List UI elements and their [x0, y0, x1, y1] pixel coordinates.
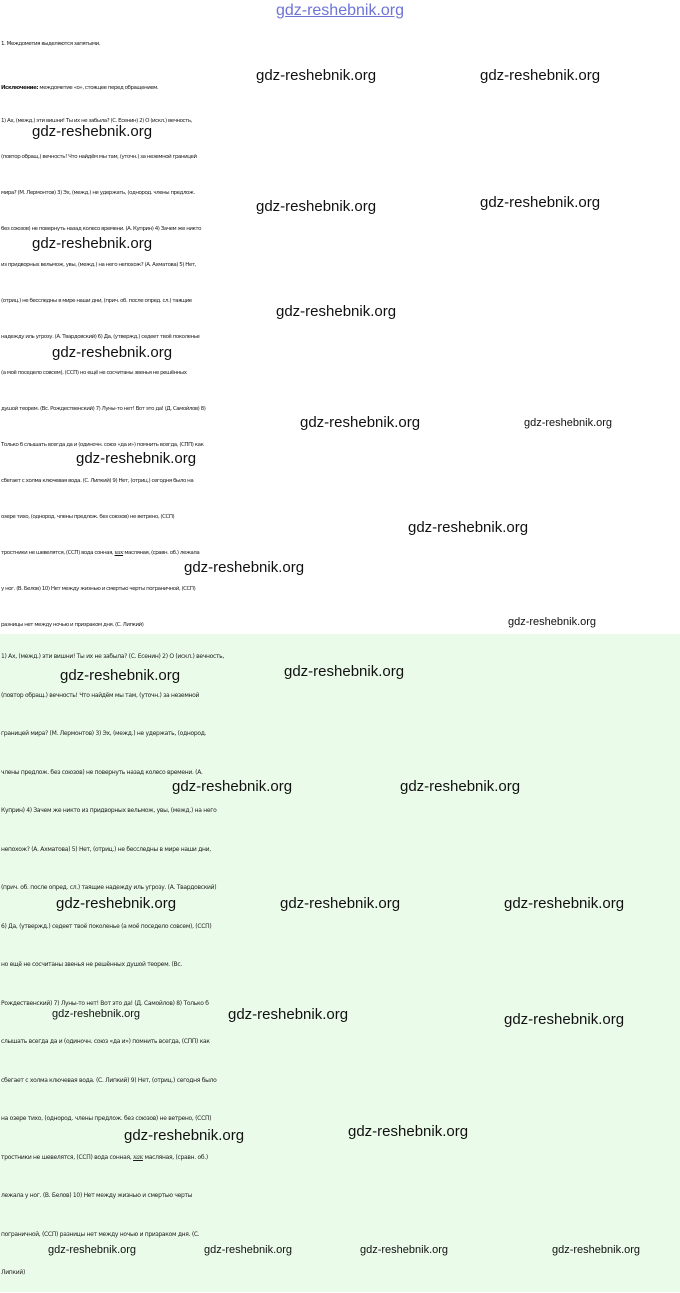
watermark-text: gdz-reshebnik.org [480, 194, 601, 211]
watermark-text: gdz-reshebnik.org [48, 1244, 137, 1256]
watermark-text: gdz-reshebnik.org [184, 559, 305, 576]
task-line: у ног. (В. Белов) 10) Нет между жизнью и смертью черты пограничной, (ССП) [1, 586, 196, 592]
answer-line: на озере тихо, (однород. члены предлож. без союзов) не ветрено, (ССП) [1, 1115, 212, 1122]
kak-line-before: тростники не шевелятся, (ССП) вода сонная, [1, 1153, 134, 1161]
site-header [0, 0, 680, 24]
watermark-text: gdz-reshebnik.org [52, 1008, 141, 1020]
watermark-text: gdz-reshebnik.org [504, 1011, 625, 1028]
watermark-text: gdz-reshebnik.org [172, 778, 293, 795]
task-line: 1) Ах, (межд.) эти вишни! Ты их не забыла? (С. Есенин) 2) О (искл.) вечность, [1, 118, 192, 124]
watermark-text: gdz-reshebnik.org [280, 895, 401, 912]
answer-line: но ещё не сосчитаны звенья не решённых душой теорем. (Вс. [1, 961, 182, 968]
rule-line: 1. Междометия выделяются запятыми. [1, 41, 101, 47]
answer-line: Липкий) [1, 1269, 25, 1276]
watermark-text: gdz-reshebnik.org [300, 414, 421, 431]
answer-line: Куприн) 4) Зачем же никто из придворных вельмож, увы, (межд.) на него [1, 807, 217, 814]
answer-line: (повтор обращ.) вечность! Что найдём мы там, (уточн.) за неземной [1, 691, 200, 699]
answer-line: 1) Ах, (межд.) эти вишни! Ты их не забыла? (С. Есенин) 2) О (искл.) вечность, [1, 653, 225, 660]
answer-line: (прич. об. после опред. сл.) таящие надежду иль угрозу. (А. Твардовский) [1, 884, 217, 891]
task-line: (повтор обращ.) вечность! Что найдём мы там, (уточн.) за неземной границей [1, 154, 197, 160]
answer-block [0, 634, 680, 1292]
task-line: сбегает с холма ключевая вода. (С. Липкий) 9) Нет, (отриц.) сегодня было на [1, 478, 194, 484]
kak-line-after: масляная, (сравн. об.) лежала [123, 550, 200, 556]
watermark-text: gdz-reshebnik.org [56, 895, 177, 912]
watermark-text: gdz-reshebnik.org [508, 616, 597, 628]
task-line: Только б слышать всегда да и (одиночн. союз «да и») помнить всегда, (СПП) как [1, 442, 204, 448]
task-line: из придворных вельмож, увы, (межд.) на него непохож? (А. Ахматова) 5) Нет, [1, 262, 196, 268]
site-title-link[interactable]: gdz-reshebnik.org [275, 2, 405, 19]
task-line: надежду иль угрозу. (А. Твардовский) 6) Да, (утвержд.) седеет твоё поколенье [1, 334, 200, 340]
exception-label: Исключение: [1, 85, 39, 91]
watermark-text: gdz-reshebnik.org [348, 1123, 469, 1140]
answer-line: слышать всегда да и (одиночн. союз «да и») помнить всегда, (СПП) как [1, 1038, 210, 1045]
kak-word: как [114, 550, 124, 556]
watermark-text: gdz-reshebnik.org [524, 417, 613, 429]
answer-line: непохож? (А. Ахматова) 5) Нет, (отриц.) не бесследны в мире наши дни, [1, 845, 211, 853]
watermark-text: gdz-reshebnik.org [32, 235, 153, 252]
answer-line: 6) Да, (утвержд.) седеет твоё поколенье (а моё поседело совсем), (ССП) [1, 922, 212, 930]
task-line [0, 535, 680, 571]
task-line: (а моё поседело совсем), (ССП) но ещё не сосчитаны звенья не решённых [1, 370, 187, 376]
task-line: без союзов) не повернуть назад колесо времени. (А. Куприн) 4) Зачем же никто [1, 226, 202, 232]
watermark-text: gdz-reshebnik.org [408, 519, 529, 536]
watermark-text: gdz-reshebnik.org [284, 663, 405, 680]
watermark-text: gdz-reshebnik.org [76, 450, 197, 467]
watermark-text: gdz-reshebnik.org [124, 1127, 245, 1144]
answer-line: лежала у ног. (В. Белов) 10) Нет между жизнью и смертью черты [1, 1192, 193, 1199]
watermark-text: gdz-reshebnik.org [204, 1244, 293, 1256]
answer-line: границей мира? (М. Лермонтов) 3) Эх, (межд.) не удержать, (однород. [1, 730, 207, 737]
watermark-text: gdz-reshebnik.org [256, 198, 377, 215]
answer-line: пограничной, (ССП) разницы нет между ночью и призраком дня. (С. [1, 1230, 200, 1238]
watermark-text: gdz-reshebnik.org [480, 67, 601, 84]
watermark-text: gdz-reshebnik.org [360, 1244, 449, 1256]
watermark-text: gdz-reshebnik.org [504, 895, 625, 912]
watermark-text: gdz-reshebnik.org [228, 1006, 349, 1023]
kak-line-after: масляная, (сравн. об.) [142, 1153, 208, 1161]
watermark-text: gdz-reshebnik.org [52, 344, 173, 361]
task-line: разницы нет между ночью и призраком дня. (С. Липкий) [1, 622, 144, 628]
task-text [0, 30, 680, 643]
task-line: (отриц.) не бесследны в мире наши дни, (прич. об. после опред. сл.) таящие [1, 298, 192, 304]
kak-line-before: тростники не шевелятся, (ССП) вода сонная, [1, 550, 115, 556]
answer-line [0, 1139, 680, 1178]
answer-line: сбегает с холма ключевая вода. (С. Липкий) 9) Нет, (отриц.) сегодня было [1, 1076, 217, 1084]
kak-word: как [133, 1153, 143, 1161]
watermark-text: gdz-reshebnik.org [276, 303, 397, 320]
watermark-text: gdz-reshebnik.org [256, 67, 377, 84]
watermark-text: gdz-reshebnik.org [552, 1244, 641, 1256]
answer-line: члены предлож. без союзов) не повернуть назад колесо времени. (А. [1, 768, 203, 776]
task-line: мира? (М. Лермонтов) 3) Эх, (межд.) не удержать, (однород. члены предлож. [1, 190, 195, 196]
watermark-text: gdz-reshebnik.org [400, 778, 521, 795]
exception-text: междометие «о», стоящее перед обращением. [38, 85, 159, 91]
task-line: озере тихо, (однород. члены предлож. без союзов) не ветрено, (ССП) [1, 514, 175, 520]
watermark-text: gdz-reshebnik.org [32, 123, 153, 140]
watermark-text: gdz-reshebnik.org [60, 667, 181, 684]
task-line: душой теорем. (Вс. Рождественский) 7) Луны-то нет! Вот это да! (Д. Самойлов) 8) [1, 406, 206, 412]
answer-line: Рождественский) 7) Луны-то нет! Вот это да! (Д. Самойлов) 8) Только б [1, 999, 209, 1007]
